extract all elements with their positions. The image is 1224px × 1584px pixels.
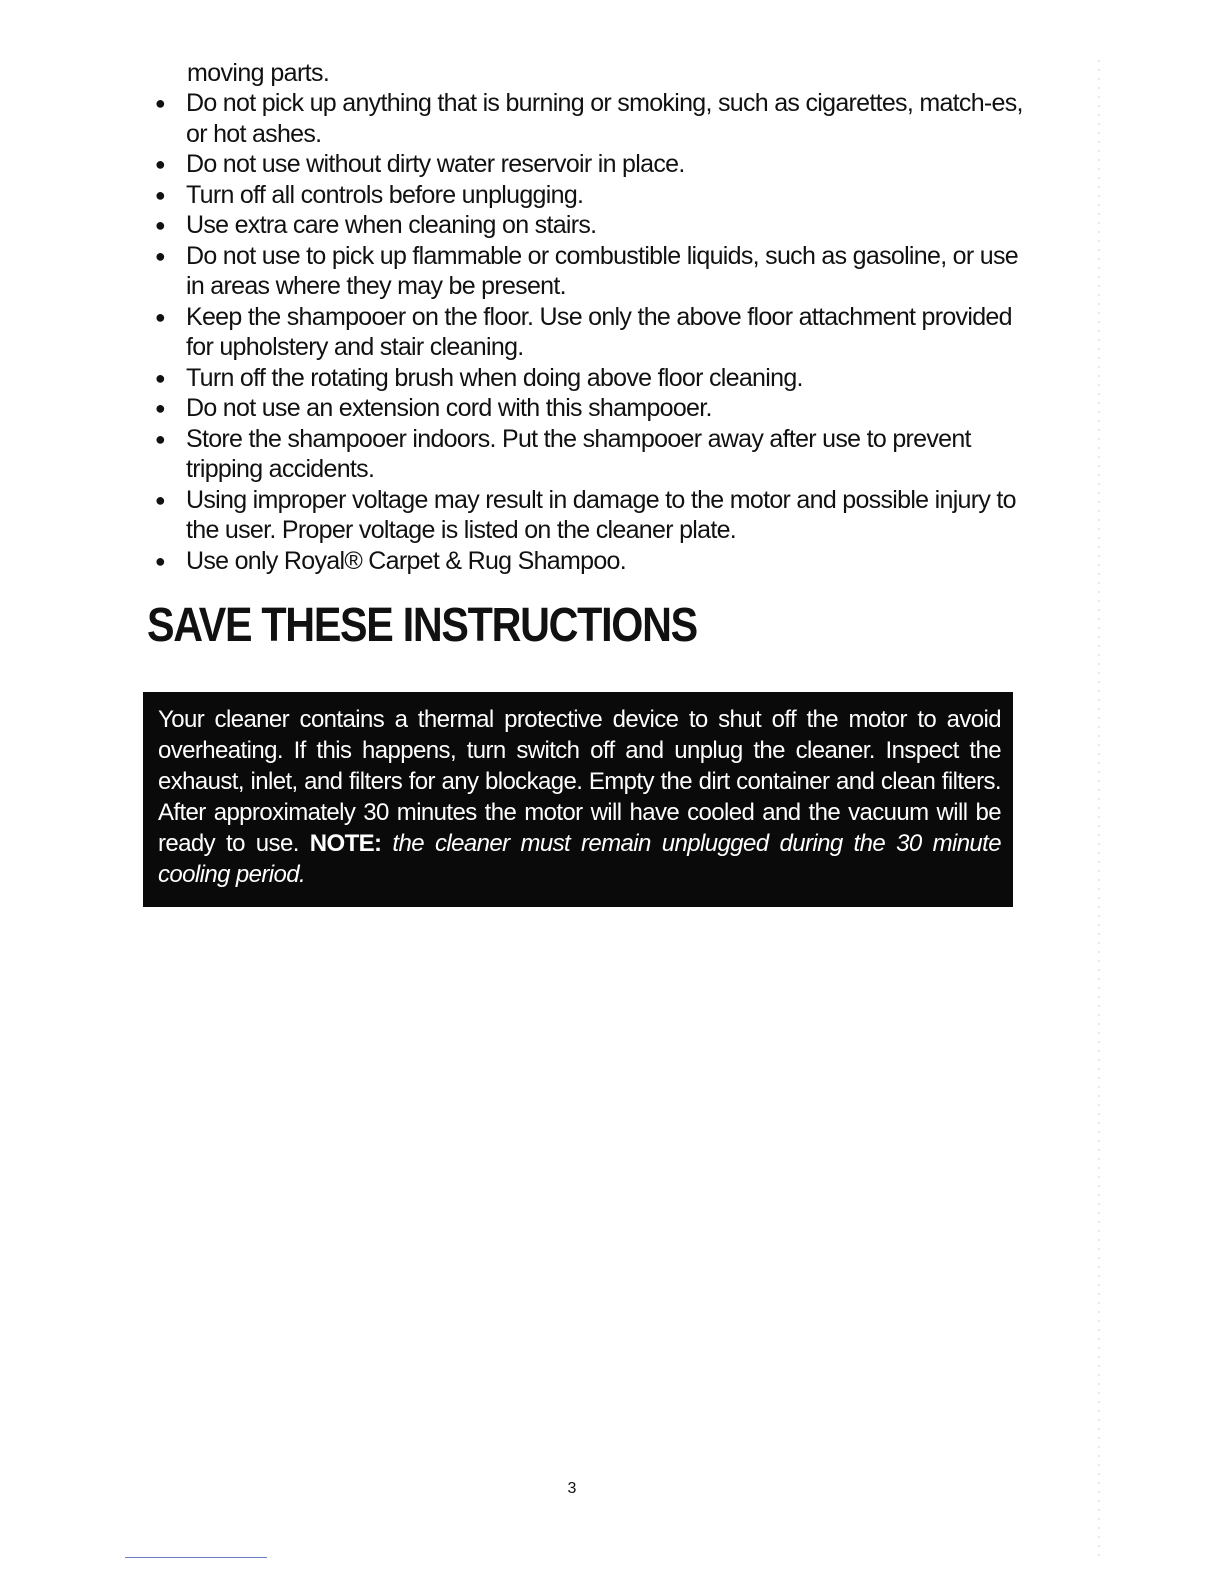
list-item	[150, 302, 1025, 363]
bullet-icon: ●	[154, 489, 166, 510]
list-item	[150, 485, 1025, 546]
list-item	[150, 546, 1025, 577]
list-item	[150, 88, 1025, 149]
bullet-text: Do not pick up anything that is burning or smoking, such as cigarettes, match-es, or hot ashes.	[186, 89, 1023, 148]
list-item	[150, 241, 1025, 302]
bullet-text: Do not use an extension cord with this shampooer.	[186, 394, 712, 422]
bullet-text: Do not use to pick up flammable or combustible liquids, such as gasoline, or use in areas where they may be present.	[186, 241, 1018, 300]
bullet-text: Use only Royal® Carpet & Rug Shampoo.	[186, 546, 626, 575]
bullet-text: Store the shampooer indoors. Put the shampooer away after use to prevent tripping accidents.	[186, 424, 971, 483]
bullet-icon: ●	[154, 428, 166, 449]
bullet-icon: ●	[154, 245, 166, 266]
bullet-icon: ●	[154, 398, 166, 418]
continuation-text: moving parts.	[187, 59, 330, 87]
note-text: the cleaner must remain unplugged during the 30 minute cooling period.	[158, 830, 1001, 888]
bullet-icon: ●	[154, 550, 166, 571]
bullet-text: Do not use without dirty water reservoir in place.	[186, 150, 685, 178]
thermal-protection-notice	[143, 692, 1013, 907]
list-item	[150, 363, 1025, 394]
footer-rule	[125, 1557, 267, 1558]
bullet-text: Turn off the rotating brush when doing above floor cleaning.	[186, 363, 803, 392]
bullet-icon: ●	[154, 215, 166, 235]
note-label: NOTE:	[309, 830, 393, 857]
list-item	[150, 210, 1025, 241]
bullet-text: Using improper voltage may result in damage to the motor and possible injury to the user. Proper voltage is listed on the cleaner plate.	[186, 485, 1016, 544]
save-instructions-heading: SAVE THESE INSTRUCTIONS	[147, 599, 697, 652]
bullet-text: Turn off all controls before unplugging.	[186, 180, 584, 209]
page-number: 3	[567, 1480, 577, 1497]
bullet-icon: ●	[154, 154, 166, 174]
bullet-text: Keep the shampooer on the floor. Use only the above floor attachment provided for upholstery and stair cleaning.	[186, 302, 1012, 361]
bullet-icon: ●	[154, 367, 166, 388]
bullet-icon: ●	[154, 184, 166, 205]
safety-bullet-list	[150, 88, 1025, 576]
list-item	[150, 180, 1025, 211]
bullet-icon: ●	[154, 93, 166, 113]
bullet-text: Use extra care when cleaning on stairs.	[186, 211, 597, 239]
list-item	[150, 149, 1025, 180]
notice-body: Your cleaner contains a thermal protective device to shut off the motor to avoid overheating. If this happens, turn switch off and unplug the cleaner. Inspect the exhaust, inlet, and filters for any blockage. Empty the dirt container and clean filters. After approximately 30 minutes the motor will have cooled and the vacuum will be ready to use.	[158, 706, 1001, 857]
list-item	[150, 424, 1025, 485]
list-item	[150, 393, 1025, 424]
bullet-icon: ●	[154, 306, 166, 327]
scan-edge-marks	[1098, 60, 1100, 1560]
